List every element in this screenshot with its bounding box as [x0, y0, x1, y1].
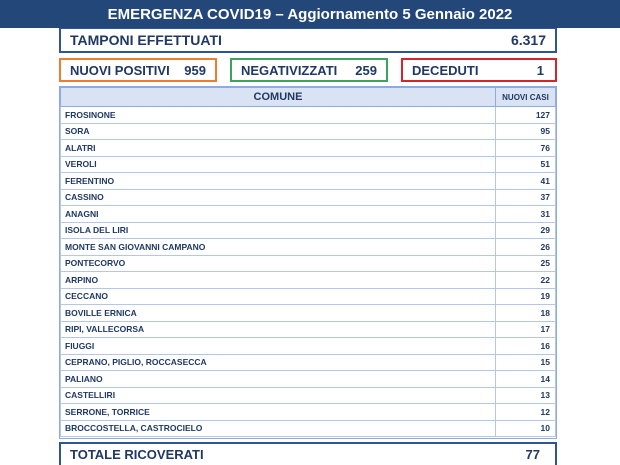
table-row — [61, 189, 556, 206]
table-row — [61, 107, 556, 124]
nuovi-casi-cell: 127 — [496, 107, 556, 124]
comune-cell: ALATRI — [61, 140, 496, 157]
nuovi-casi-cell: 95 — [496, 123, 556, 140]
comune-cell: FROSINONE — [61, 107, 496, 124]
deceduti-label: DECEDUTI — [412, 62, 479, 78]
table-row — [61, 140, 556, 157]
negativizzati-value: 259 — [355, 62, 377, 78]
comune-cell: BROCCOSTELLA, CASTROCIELO — [61, 420, 496, 437]
nuovi-casi-cell: 15 — [496, 354, 556, 371]
comune-cell: CECCANO — [61, 288, 496, 305]
nuovi-casi-cell: 26 — [496, 239, 556, 256]
table-row — [61, 305, 556, 322]
nuovi-casi-cell: 22 — [496, 272, 556, 289]
table-row — [61, 206, 556, 223]
totale-ricoverati-value: 77 — [525, 447, 540, 462]
negativizzati-label: NEGATIVIZZATI — [241, 62, 338, 78]
table-row — [61, 371, 556, 388]
totale-ricoverati-box — [59, 442, 557, 465]
comune-cell: CEPRANO, PIGLIO, ROCCASECCA — [61, 354, 496, 371]
table-row — [61, 272, 556, 289]
comune-cell: SERRONE, TORRICE — [61, 404, 496, 421]
comune-cell: CASTELLIRI — [61, 387, 496, 404]
nuovi-casi-cell: 29 — [496, 222, 556, 239]
nuovi-casi-cell: 51 — [496, 156, 556, 173]
nuovi-positivi-value: 959 — [184, 62, 206, 78]
comune-cell: PALIANO — [61, 371, 496, 388]
table-row — [61, 354, 556, 371]
comune-cell: MONTE SAN GIOVANNI CAMPANO — [61, 239, 496, 256]
column-header-comune: COMUNE — [61, 88, 496, 107]
negativizzati-box — [230, 58, 388, 82]
page-title: EMERGENZA COVID19 – Aggiornamento 5 Gennaio 2022 — [107, 5, 513, 23]
comune-cell: FERENTINO — [61, 173, 496, 190]
table-row — [61, 255, 556, 272]
table-row — [61, 222, 556, 239]
table-row — [61, 156, 556, 173]
table-header-row — [61, 88, 556, 107]
nuovi-casi-cell: 17 — [496, 321, 556, 338]
tamponi-box — [59, 28, 557, 53]
comuni-table-container — [59, 86, 557, 439]
deceduti-box — [401, 58, 557, 82]
comune-cell: ARPINO — [61, 272, 496, 289]
comune-cell: BOVILLE ERNICA — [61, 305, 496, 322]
comune-cell: SORA — [61, 123, 496, 140]
nuovi-casi-cell: 16 — [496, 338, 556, 355]
nuovi-positivi-label: NUOVI POSITIVI — [70, 62, 170, 78]
totale-ricoverati-label: TOTALE RICOVERATI — [70, 447, 204, 462]
table-body — [61, 107, 556, 437]
nuovi-casi-cell: 37 — [496, 189, 556, 206]
comune-cell: RIPI, VALLECORSA — [61, 321, 496, 338]
nuovi-casi-cell: 19 — [496, 288, 556, 305]
nuovi-casi-cell: 14 — [496, 371, 556, 388]
nuovi-positivi-box — [59, 58, 217, 82]
nuovi-casi-cell: 25 — [496, 255, 556, 272]
page-title-bar — [0, 0, 620, 28]
table-row — [61, 420, 556, 437]
comune-cell: ANAGNI — [61, 206, 496, 223]
tamponi-value: 6.317 — [510, 32, 546, 48]
nuovi-casi-cell: 10 — [496, 420, 556, 437]
nuovi-casi-cell: 76 — [496, 140, 556, 157]
comune-cell: VEROLI — [61, 156, 496, 173]
table-row — [61, 239, 556, 256]
comuni-table — [60, 87, 556, 437]
table-row — [61, 387, 556, 404]
deceduti-value: 1 — [536, 62, 544, 78]
comune-cell: FIUGGI — [61, 338, 496, 355]
nuovi-casi-cell: 12 — [496, 404, 556, 421]
nuovi-casi-cell: 18 — [496, 305, 556, 322]
table-row — [61, 173, 556, 190]
nuovi-casi-cell: 31 — [496, 206, 556, 223]
tamponi-label: TAMPONI EFFETTUATI — [70, 32, 222, 48]
table-row — [61, 288, 556, 305]
comune-cell: CASSINO — [61, 189, 496, 206]
nuovi-casi-cell: 13 — [496, 387, 556, 404]
table-row — [61, 123, 556, 140]
table-row — [61, 404, 556, 421]
column-header-nuovi-casi: NUOVI CASI — [496, 88, 556, 107]
comune-cell: PONTECORVO — [61, 255, 496, 272]
table-row — [61, 321, 556, 338]
table-row — [61, 338, 556, 355]
nuovi-casi-cell: 41 — [496, 173, 556, 190]
comune-cell: ISOLA DEL LIRI — [61, 222, 496, 239]
